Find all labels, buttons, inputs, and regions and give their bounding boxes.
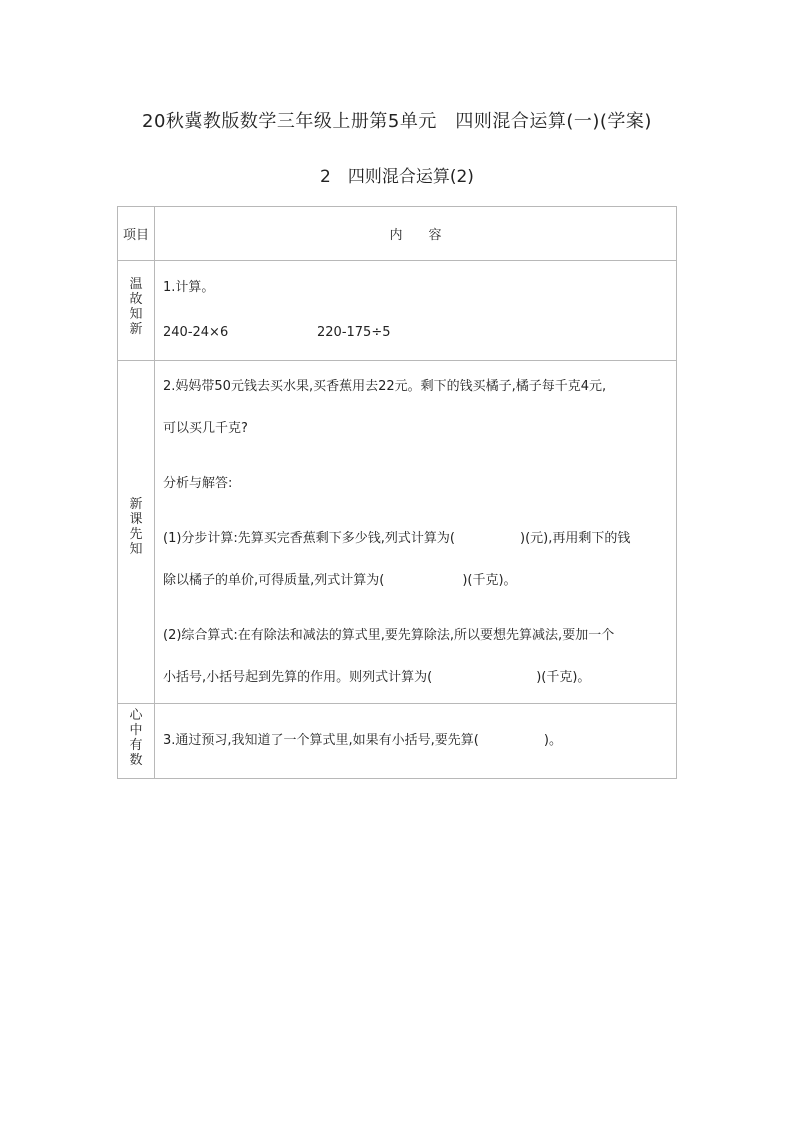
label-char: 心 (129, 708, 143, 723)
label-char: 课 (129, 512, 143, 527)
label-char: 新 (129, 322, 143, 337)
lesson-subtitle: 2 四则混合运算(2) (320, 167, 474, 187)
label-char: 中 (129, 723, 143, 738)
label-char: 先 (129, 527, 143, 542)
label-char: 知 (129, 542, 143, 557)
label-char: 温 (129, 277, 143, 292)
label-char: 知 (129, 307, 143, 322)
label-char: 故 (129, 292, 143, 307)
row-label-new-lesson (118, 361, 155, 704)
row-content-summary (155, 704, 677, 779)
row-content-new-lesson (155, 361, 677, 704)
expression-2: 220-175÷5 (317, 325, 391, 340)
question-3-text: 3.通过预习,我知道了一个算式里,如果有小括号,要先算( )。 (163, 733, 562, 748)
label-char: 数 (129, 753, 143, 768)
exercise-1-heading: 1.计算。 (163, 280, 215, 295)
step-2-line-1: (2)综合算式:在有除法和减法的算式里,要先算除法,所以要想先算减法,要加一个 (163, 628, 615, 643)
document-title: 20秋冀教版数学三年级上册第5单元 四则混合运算(一)(学案) (142, 111, 652, 132)
analysis-heading: 分析与解答: (163, 476, 233, 491)
header-content: 内 容 (155, 207, 677, 261)
expression-1: 240-24×6 (163, 325, 229, 340)
problem-2-question: 可以买几千克? (163, 421, 248, 436)
problem-2-text: 2.妈妈带50元钱去买水果,买香蕉用去22元。剩下的钱买橘子,橘子每千克4元, (163, 379, 607, 394)
step-2-line-2: 小括号,小括号起到先算的作用。则列式计算为( )(千克)。 (163, 670, 591, 685)
table-row-review (118, 261, 677, 361)
label-char: 有 (129, 738, 143, 753)
step-1-line-1: (1)分步计算:先算买完香蕉剩下多少钱,列式计算为( )(元),再用剩下的钱 (163, 531, 631, 546)
table-row-summary (118, 704, 677, 779)
row-content-review (155, 261, 677, 361)
label-char: 新 (129, 497, 143, 512)
row-label-summary (118, 704, 155, 779)
worksheet-table (117, 206, 677, 779)
step-1-line-2: 除以橘子的单价,可得质量,列式计算为( )(千克)。 (163, 573, 517, 588)
header-project: 项目 (118, 207, 155, 261)
table-header-row (118, 207, 677, 261)
table-row-new-lesson (118, 361, 677, 704)
row-label-review (118, 261, 155, 361)
